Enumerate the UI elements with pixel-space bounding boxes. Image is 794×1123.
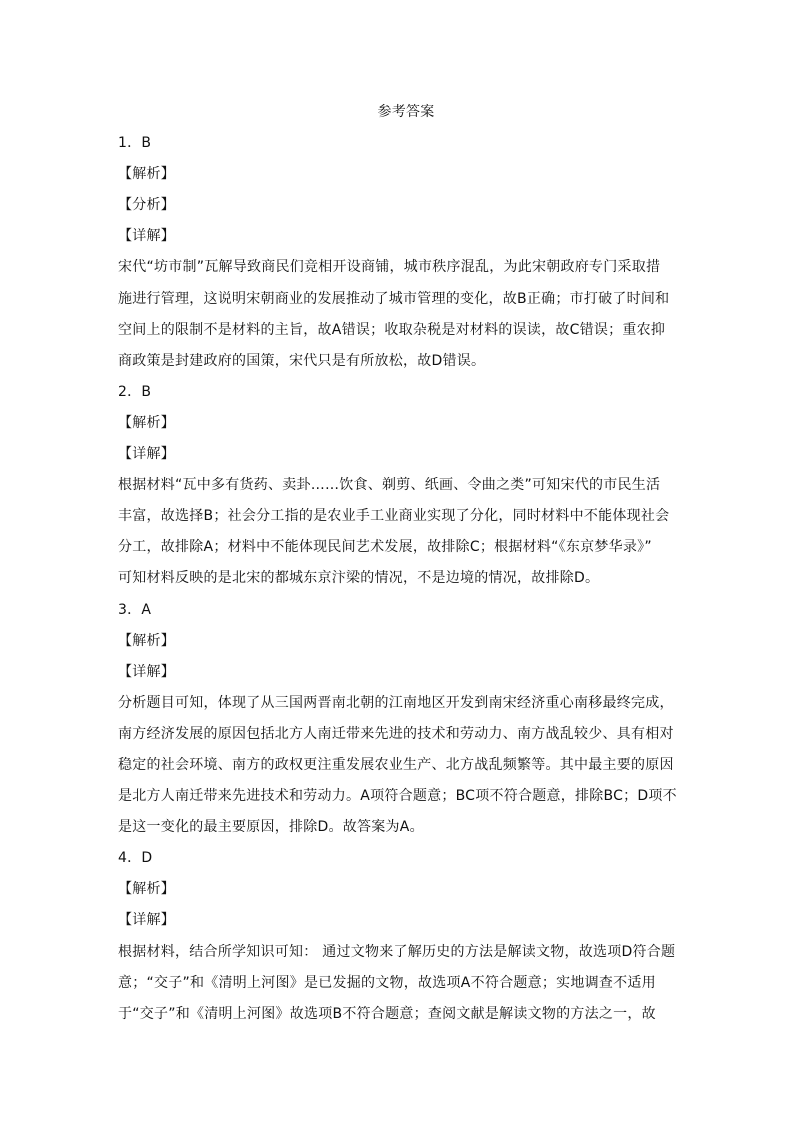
- question-answer-number: 2．B: [118, 383, 152, 400]
- answer-text-line: 分析题目可知，体现了从三国两晋南北朝的江南地区开发到南宋经济重心南移最终完成，: [118, 694, 674, 711]
- section-heading: 【详解】: [118, 446, 175, 463]
- page-title: 参考答案: [377, 104, 435, 120]
- answer-text-line: 稳定的社会环境、南方的政权更注重发展农业生产、北方战乱频繁等。其中最主要的原因: [118, 756, 674, 773]
- answer-text-line: 意；“交子”和《清明上河图》是已发掘的文物，故选项A不符合题意；实地调查不适用: [118, 974, 656, 991]
- answer-text-line: 空间上的限制不是材料的主旨，故A错误；收取杂税是对材料的误读，故C错误；重农抑: [118, 321, 666, 338]
- question-answer-number: 4．D: [118, 850, 153, 867]
- answer-text-line: 分工，故排除A；材料中不能体现民间艺术发展，故排除C；根据材料“《东京梦华录》”: [118, 539, 652, 556]
- answer-text-line: 施进行管理，这说明宋朝商业的发展推动了城市管理的变化，故B正确；市打破了时间和: [118, 290, 670, 307]
- answer-text-line: 是北方人南迁带来先进技术和劳动力。A项符合题意；BC项不符合题意，排除BC；D项不: [118, 788, 677, 805]
- answer-text-line: 宋代“坊市制”瓦解导致商民们竞相开设商铺，城市秩序混乱，为此宋朝政府专门采取措: [118, 259, 661, 276]
- section-heading: 【分析】: [118, 197, 175, 214]
- answer-text-line: 根据材料“瓦中多有货药、卖卦……饮食、剃剪、纸画、令曲之类”可知宋代的市民生活: [118, 477, 661, 494]
- section-heading: 【解析】: [118, 881, 175, 898]
- section-heading: 【解析】: [118, 166, 175, 183]
- answer-text-line: 南方经济发展的原因包括北方人南迁带来先进的技术和劳动力、南方战乱较少、具有相对: [118, 725, 674, 742]
- answer-text-line: 商政策是封建政府的国策，宋代只是有所放松，故D错误。: [118, 352, 486, 369]
- section-heading: 【详解】: [118, 912, 175, 929]
- answer-text-line: 于“交子”和《清明上河图》故选项B不符合题意；查阅文献是解读文物的方法之一，故: [118, 1005, 656, 1022]
- section-heading: 【详解】: [118, 228, 175, 245]
- section-heading: 【详解】: [118, 663, 175, 680]
- answer-document: [118, 97, 694, 1030]
- answer-body: [118, 128, 694, 1030]
- answer-text-line: 可知材料反映的是北宋的都城东京汴梁的情况，不是边境的情况，故排除D。: [118, 570, 600, 587]
- question-answer-number: 1．B: [118, 135, 152, 152]
- answer-text-line: 是这一变化的最主要原因，排除D。故答案为A。: [118, 819, 424, 836]
- section-heading: 【解析】: [118, 414, 175, 431]
- answer-text-line: 根据材料，结合所学知识可知： 通过文物来了解历史的方法是解读文物，故选项D符合题: [118, 943, 676, 960]
- section-heading: 【解析】: [118, 632, 175, 649]
- question-answer-number: 3．A: [118, 601, 152, 618]
- answer-text-line: 丰富，故选择B；社会分工指的是农业手工业商业实现了分化，同时材料中不能体现社会: [118, 508, 670, 525]
